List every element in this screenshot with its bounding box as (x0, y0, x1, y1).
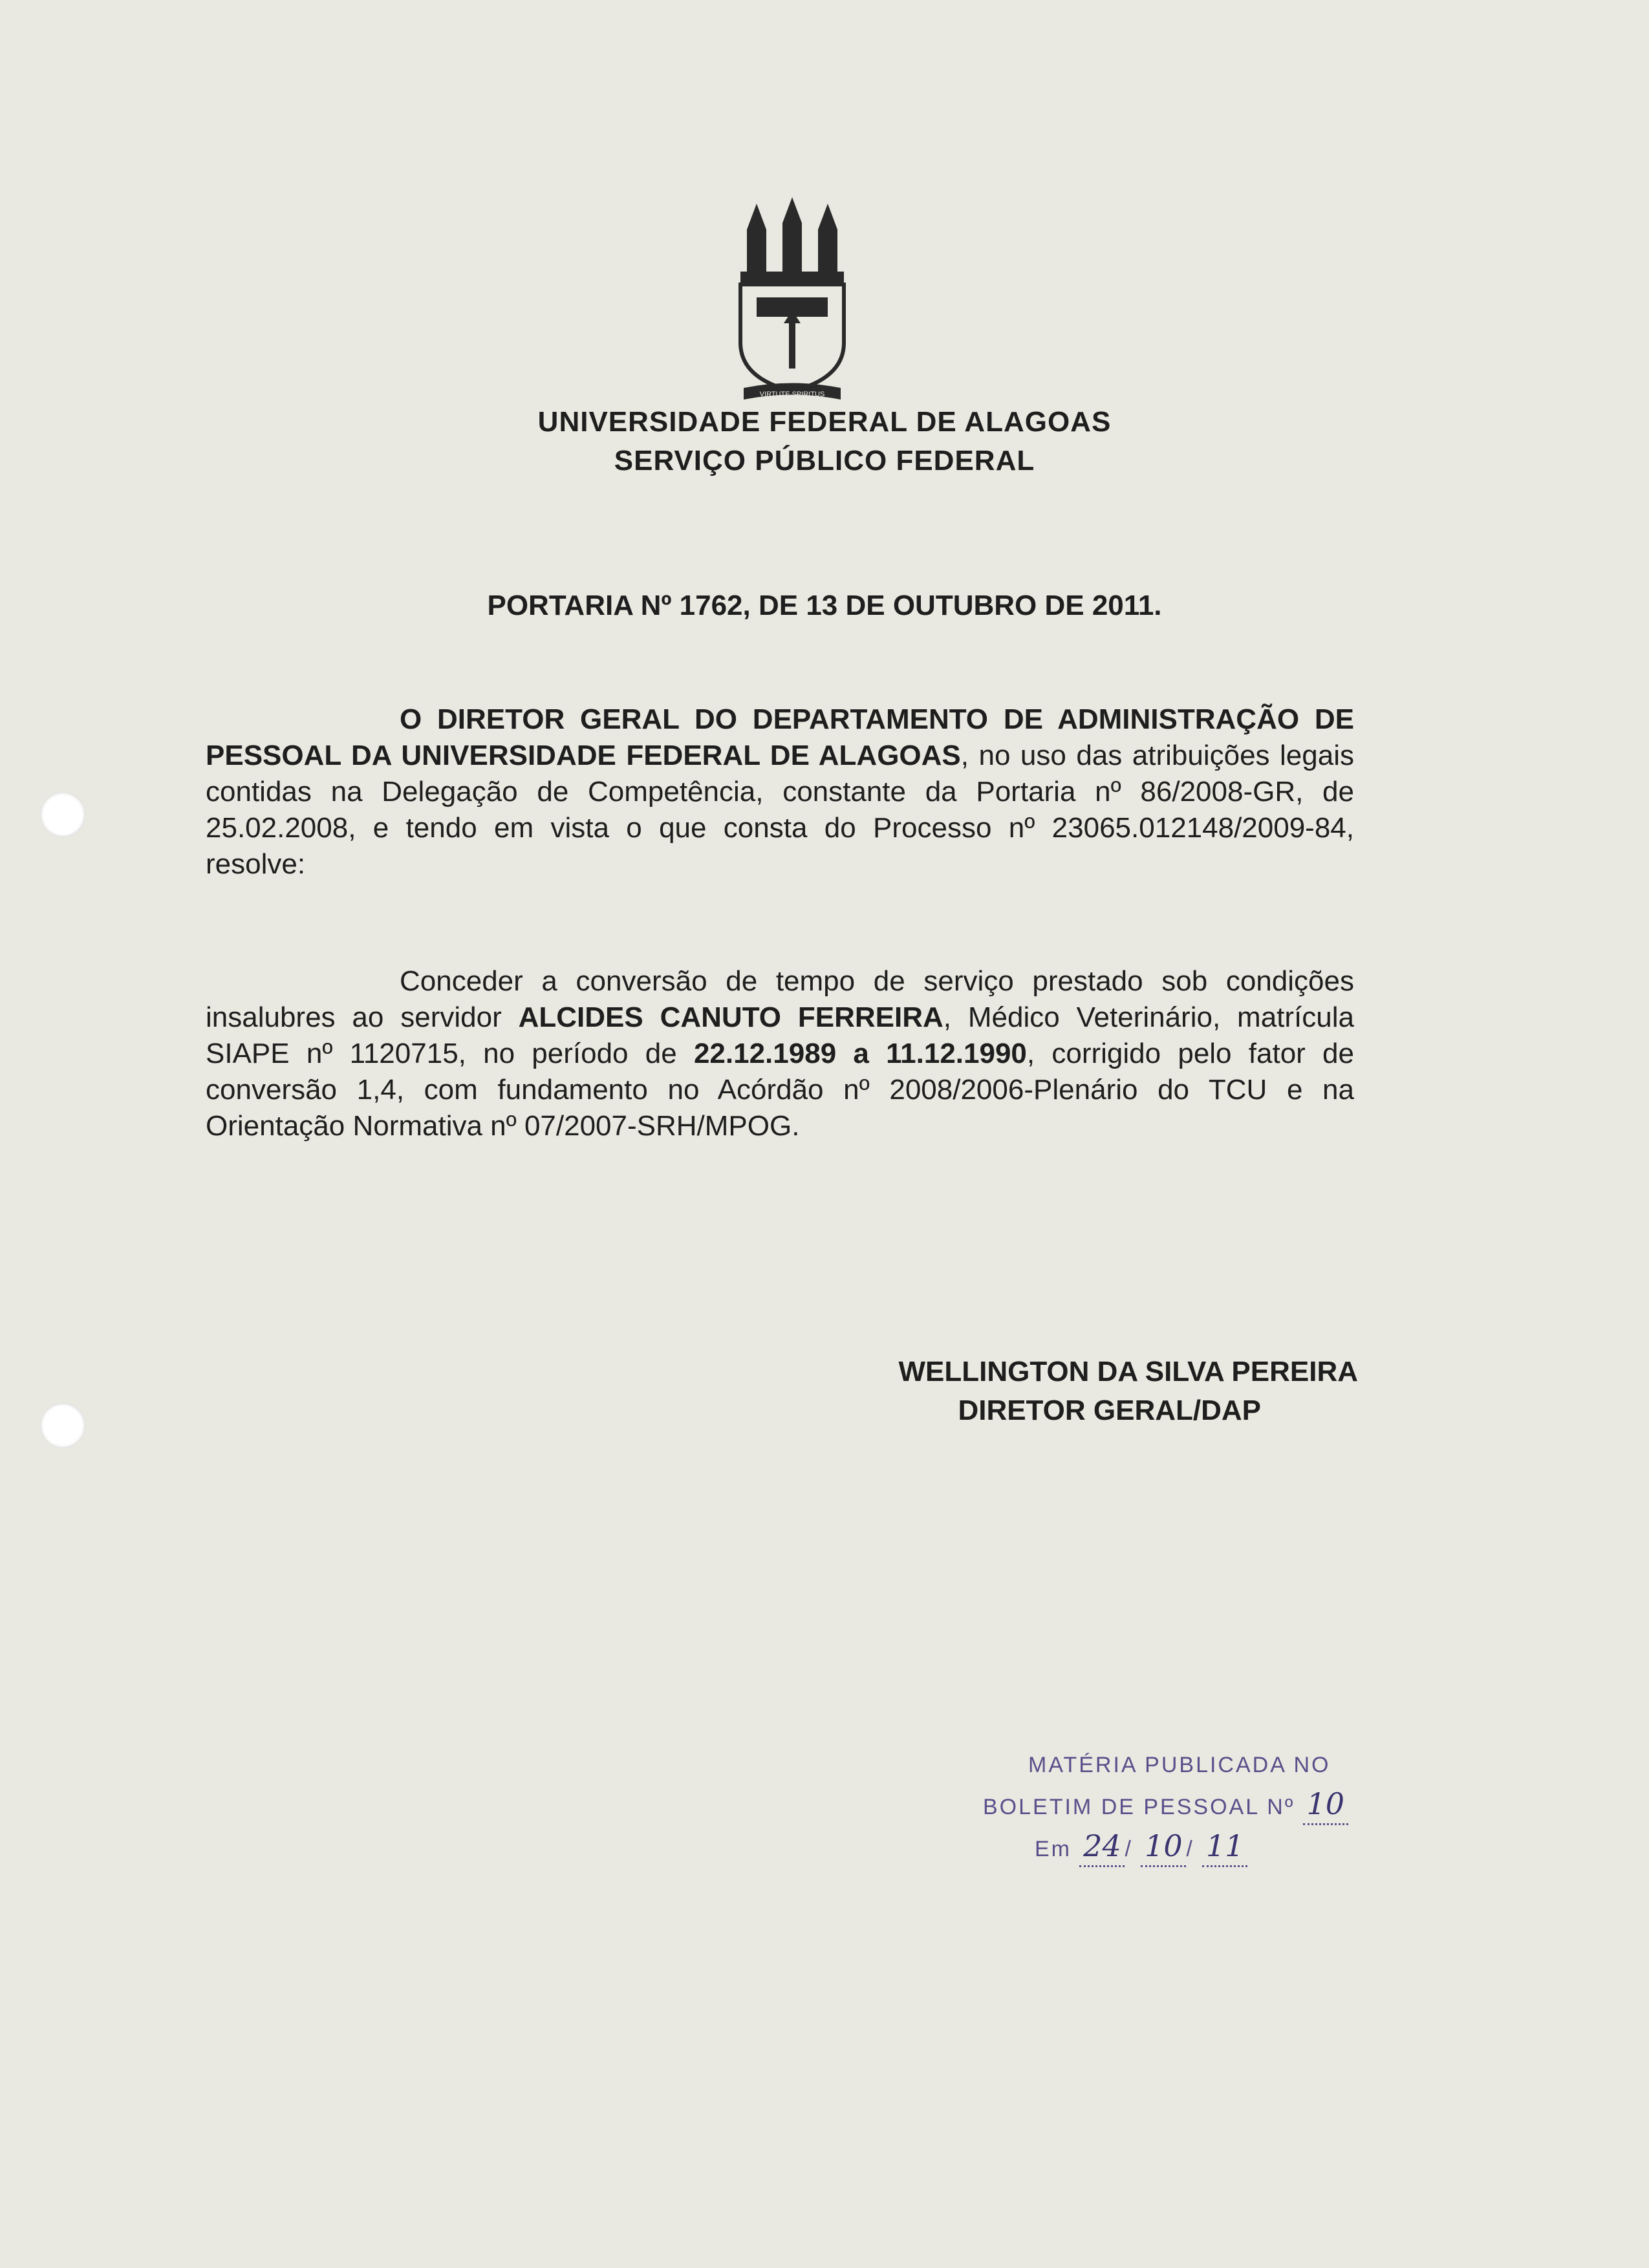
university-crest-logo (731, 194, 854, 401)
institution-name: UNIVERSIDADE FEDERAL DE ALAGOAS (537, 406, 1112, 438)
stamp-year: 11 (1202, 1826, 1247, 1867)
intro-paragraph (206, 701, 1354, 883)
resolution-text-2: , Médico Veterinário, matrícula SIAPE nº 1120715, no período de (206, 1001, 1354, 1069)
document-title: PORTARIA Nº 1762, DE 13 DE OUTUBRO DE 2011. (487, 590, 1162, 621)
signatory-role: DIRETOR GERAL/DAP (958, 1395, 1261, 1426)
stamp-line-2 (983, 1784, 1397, 1826)
stamp-bulletin-label: BOLETIM DE PESSOAL Nº (983, 1795, 1295, 1819)
stamp-bulletin-number: 10 (1303, 1784, 1348, 1825)
punch-hole-top (40, 792, 85, 837)
crest-motto: VIRTUTE SPIRITUS (759, 390, 825, 398)
resolution-text-3: , corrigido pelo fator de conversão 1,4, com fundamento no Acórdão nº 2008/2006-Plenário do TCU e na Orientação Normativa nº 07/2007-SRH/MPOG. (206, 1038, 1354, 1142)
resolution-text-1: Conceder a conversão de tempo de serviço prestado sob condições insalubres ao servidor (206, 965, 1354, 1033)
stamp-date-label: Em (1035, 1837, 1072, 1861)
stamp-day: 24 (1079, 1826, 1125, 1867)
stamp-line-3: Em 24 / 10 / 11 (983, 1826, 1397, 1868)
punch-hole-bottom (40, 1403, 85, 1448)
stamp-line-1: MATÉRIA PUBLICADA NO (1028, 1753, 1331, 1777)
intro-authority: O DIRETOR GERAL DO DEPARTAMENTO DE ADMINISTRAÇÃO DE PESSOAL DA UNIVERSIDADE FEDERAL DE ALAGOAS (206, 703, 1354, 771)
signatory-name: WELLINGTON DA SILVA PEREIRA (898, 1356, 1358, 1387)
period-dates: 22.12.1989 a 11.12.1990 (693, 1038, 1027, 1069)
publication-stamp (983, 1746, 1397, 1868)
service-name: SERVIÇO PÚBLICO FEDERAL (614, 445, 1035, 476)
employee-name: ALCIDES CANUTO FERREIRA (518, 1001, 943, 1033)
intro-text: , no uso das atribuições legais contidas na Delegação de Competência, constante da Portaria nº 86/2008-GR, de 25.02.2008, e tendo em vista o que consta do Processo nº 23065.012148/2009-84, resolve: (206, 740, 1354, 880)
signature-block (815, 1353, 1358, 1430)
resolution-paragraph (206, 963, 1354, 1144)
stamp-month: 10 (1141, 1826, 1186, 1867)
